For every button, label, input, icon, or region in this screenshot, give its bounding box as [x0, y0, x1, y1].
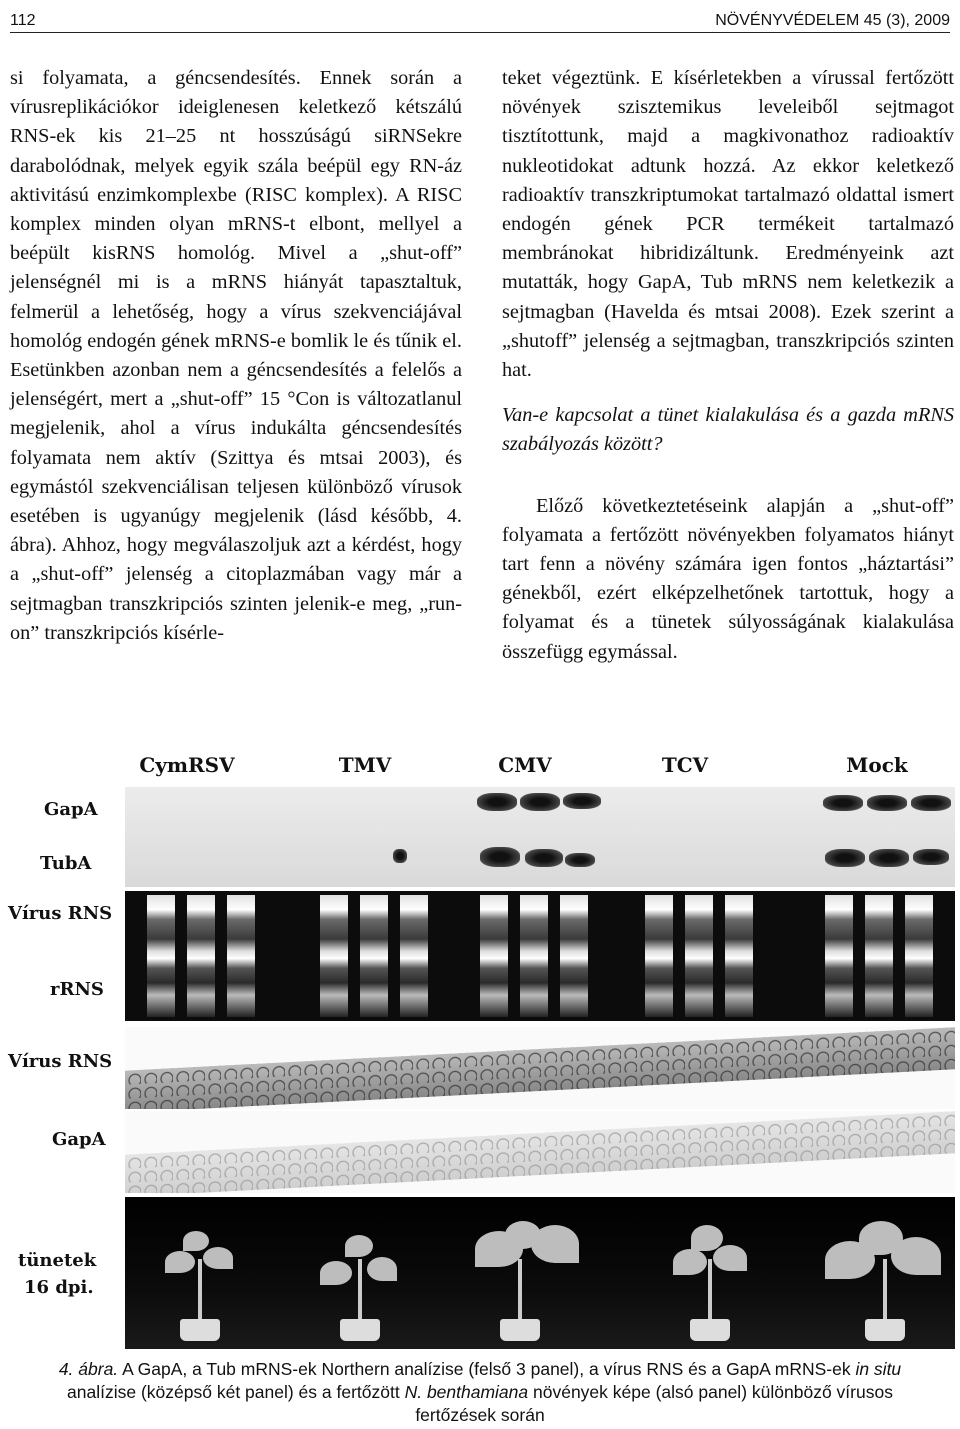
journal-title: NÖVÉNYVÉDELEM 45 (3), 2009 [715, 12, 950, 29]
caption-text-2: analízise (középső két panel) és a fertőzött [67, 1382, 405, 1402]
symptom-photo-panel [125, 1197, 955, 1349]
right-paragraph-2: Előző következtetéseink alapján a „shut-off” folyamata a fertőzött növényekben folyamatos hiányt tart fenn a növény számára igen fontos „háztartási” génekből, ezért elképzelhetőnek tartottuk, hogy a folyamat és a tünetek súlyosságának kialakulása összefügg egymással. [502, 494, 954, 663]
row-label-virus-rns: Vírus RNS [8, 903, 113, 924]
caption-species: N. benthamiana [404, 1382, 529, 1402]
figure-4 [0, 745, 960, 1355]
row-label-tuba: TubA [40, 853, 92, 874]
section-subheading: Van-e kapcsolat a tünet kialakulása és a gazda mRNS szabályozás között? [502, 404, 954, 456]
row-label-gapa: GapA [44, 799, 98, 820]
left-column [10, 64, 462, 648]
row-label-virus-rns-insitu: Vírus RNS [8, 1051, 113, 1072]
column-header-cymrsv: CymRSV [139, 753, 235, 777]
figure-caption [30, 1358, 930, 1427]
column-header-tmv: TMV [338, 753, 392, 777]
caption-text-3: növények képe (alsó panel) különböző vírusos fertőzések során [415, 1382, 893, 1425]
insitu-gapa-panel [125, 1111, 955, 1193]
row-label-rrns: rRNS [50, 979, 104, 1000]
northern-blot-panel [125, 787, 955, 887]
row-label-dpi: 16 dpi. [24, 1277, 94, 1298]
caption-in-situ: in situ [855, 1359, 902, 1379]
right-column [502, 64, 954, 667]
row-label-gapa-insitu: GapA [52, 1129, 106, 1150]
left-paragraph: si folyamata, a géncsendesítés. Ennek során a vírusreplikációkor ideiglenesen keletkező kétszálú RNS-ek kis 21–25 nt hosszúságú siRNSekre darabolódnak, melyek egyik szála beépül egy RN-áz aktivitású enzimkomplexbe (RISC komplex). A RISC komplex minden olyan mRNS-t elbont, mellyel a beépült kisRNS homológ. Mivel a „shut-off” jelenségnél mi is a mRNS hiányát tapasztaltuk, felmerül a lehetőség, hogy a vírus szekvenciájával homológ endogén gének mRNS-e bomlik le és tűnik el. Esetünkben azonban nem a géncsendesítés a felelős a jelenségért, mert a „shut-off” 15 °Con is változatlanul megjelenik, ahol a vírus indukálta géncsendesítés folyamata nem aktív (Szittya és mtsai 2003), és egymástól szekvenciálisan teljesen különböző vírusok esetében is ugyanúgy megjelenik (lásd később, 4. ábra). Ahhoz, hogy megválaszoljuk azt a kérdést, hogy a „shut-off” jelenség a citoplazmában vagy már a sejtmagban transzkripciós szinten jelenik-e meg, „run-on” transzkripciós kísérle- [10, 67, 462, 644]
page-header [10, 4, 950, 33]
caption-text-1: A GapA, a Tub mRNS-ek Northern analízise (felső 3 panel), a vírus RNS és a GapA mRNS-ek [118, 1359, 856, 1379]
column-header-cmv: CMV [498, 753, 552, 777]
column-header-tcv: TCV [661, 753, 709, 777]
insitu-virus-rns-panel [125, 1027, 955, 1109]
rna-gel-panel [125, 891, 955, 1021]
column-header-mock: Mock [846, 753, 908, 777]
caption-label: 4. ábra. [58, 1359, 119, 1379]
page-number: 112 [10, 12, 36, 29]
row-label-symptoms: tünetek [18, 1250, 97, 1271]
right-paragraph-1: teket végeztünk. E kísérletekben a vírussal fertőzött növények szisztemikus leveleiből sejtmagot tisztítottunk, majd a magkivonathoz radioaktív nukleotidokat adtunk hozzá. Az ekkor keletkező radioaktív transzkriptumokat tartalmazó oldattal ismert endogén gének PCR termékeit tartalmazó membránokat hibridizáltunk. Eredményeink azt mutatták, hogy GapA, Tub mRNS nem keletkezik a sejtmagban (Havelda és mtsai 2008). Ezek szerint a „shutoff” jelenség a sejtmagban, transzkripciós szinten hat. [502, 67, 954, 382]
